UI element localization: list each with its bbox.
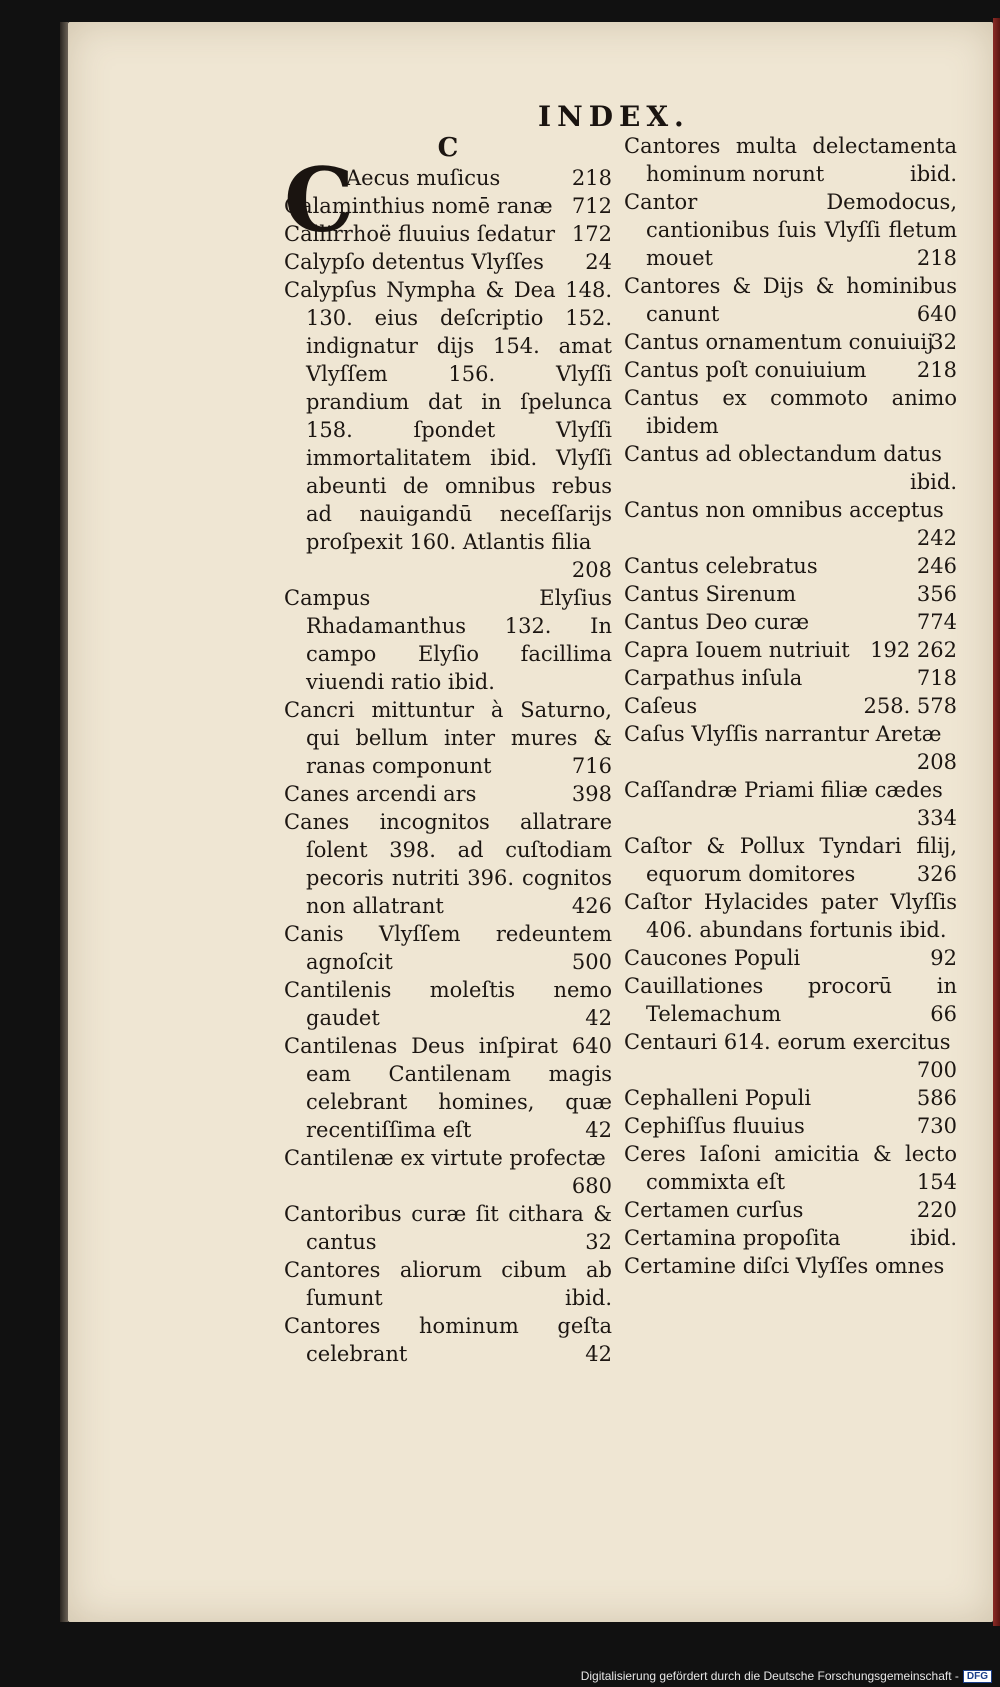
page-reference: 32 [585,1230,612,1254]
entry-text: Capra Iouem nutriuit [624,638,850,662]
index-entry [284,1256,612,1312]
entry-text: Cauillationes procorū in Telemachum [624,974,957,1026]
page-reference: ibid. [910,162,957,186]
entry-text: Certamen curſus [624,1198,804,1222]
entry-text: Caſus Vlyſſis narrantur Aretæ [624,722,942,746]
index-entry [284,920,612,976]
page-reference: 246 [916,554,957,578]
page-reference: 154 [916,1170,957,1194]
index-entry [624,384,957,440]
drop-cap: C [284,148,355,252]
index-entry [284,584,612,696]
index-entry [624,1252,957,1280]
entry-text: Cantus poſt conuiuium [624,358,867,382]
entry-text: Cantus ornamentum conuiuij [624,330,934,354]
entry-text: Callirrhoë fluuius ſedatur [284,222,556,246]
index-entry [624,944,957,972]
entry-text: Canes arcendi ars [284,782,477,806]
page-reference: 774 [916,610,957,634]
book-edge [993,18,1000,1626]
page-reference: 398 [571,782,612,806]
entry-text: Carpathus inſula [624,666,803,690]
index-entry [624,552,957,580]
page-reference: 32 [930,330,957,354]
entry-text: Canes incognitos allatrare ſolent 398. ad cuſtodiam pecoris nutriti 396. cognitos non allatrant [284,810,612,918]
index-entry [624,580,957,608]
page-reference: 716 [571,754,612,778]
dfg-logo: DFG [963,1670,992,1683]
page-reference: 700 [916,1058,957,1082]
index-entry [624,608,957,636]
entry-text: Certamine diſci Vlyſſes omnes [624,1254,945,1278]
page-reference: 66 [930,1002,957,1026]
index-entry [284,696,612,780]
index-entry [624,272,957,328]
index-entry [624,664,957,692]
entry-text: Cantoribus curæ ſit cithara & cantus [284,1202,612,1254]
page-reference: 326 [916,862,957,886]
entry-text: Cantilenæ ex virtute profectæ [284,1146,606,1170]
entry-text: Caſeus [624,694,698,718]
page-reference: 208 [916,750,957,774]
entry-text: Calypſo detentus Vlyſſes [284,250,544,274]
entry-text: Cantores multa delectamenta hominum norunt [624,134,957,186]
entry-text: Cantus Sirenum [624,582,797,606]
entry-text: Calypſus Nympha & Dea 148. 130. eius deſcriptio 152. indignatur dijs 154. amat Vlyſſem 156. Vlyſſi prandium dat in ſpelunca 158. ſpondet Vlyſſi immortalitatem ibid. Vlyſſi abeunti de omnibus rebus ad nauigandū neceſſarijs proſpexit 160. Atlantis filia [284,278,612,554]
page-reference: 92 [930,946,957,970]
entry-text: Cephiſſus fluuius [624,1114,805,1138]
index-entry [624,440,957,496]
entry-text: Aecus muſicus [346,166,501,190]
page-reference: 218 [571,166,612,190]
entry-text: Cantus ex commoto animo ibidem [624,386,957,438]
page-reference: 680 [571,1174,612,1198]
entry-text: Cantores & Dijs & hominibus canunt [624,274,957,326]
entry-text: Cantus non omnibus acceptus [624,498,944,522]
index-entry [284,276,612,584]
entry-text: Cantor Demodocus, cantionibus ſuis Vlyſſi fletum mouet [624,190,957,270]
page-reference: 334 [916,806,957,830]
page-reference: 426 [571,894,612,918]
section-letter: C [437,133,459,163]
entry-text: Caſtor & Pollux Tyndari filij, equorum domitores [624,834,957,886]
index-entry [624,1028,957,1084]
index-entry [624,1084,957,1112]
index-entry [624,636,957,664]
index-entry [284,1312,612,1368]
page-reference: 586 [916,1086,957,1110]
page-reference: ibid. [565,1286,612,1310]
entry-text: Cantus celebratus [624,554,818,578]
index-entry [284,1144,612,1200]
index-entry [624,972,957,1028]
page-reference: 208 [571,558,612,582]
page-reference: ibid. [910,1226,957,1250]
page-reference: 172 [571,222,612,246]
index-entry [624,1140,957,1196]
index-entry [284,976,612,1032]
index-entry [624,1196,957,1224]
page-reference: 258. 578 [863,694,957,718]
entry-text: Cantilenis moleſtis nemo gaudet [284,978,612,1030]
entry-text: Centauri 614. eorum exercitus [624,1030,951,1054]
page-reference: 220 [916,1198,957,1222]
page-reference: 42 [585,1006,612,1030]
index-entry [624,888,957,944]
index-entry [624,328,957,356]
page-reference: 24 [585,250,612,274]
footer-credit [581,1669,992,1683]
index-entry [284,1200,612,1256]
page-reference: 218 [916,358,957,382]
index-entry [284,780,612,808]
page-reference: 218 [916,246,957,270]
right-column [624,132,957,1280]
page-reference: 242 [916,526,957,550]
entry-text: Campus Elyſius Rhadamanthus 132. In campo Elyſio facillima viuendi ratio ibid. [284,586,612,694]
index-entry [624,832,957,888]
entry-text: Cantilenas Deus inſpirat 640 eam Cantilenam magis celebrant homines, quæ recentiſſima eſt [284,1034,612,1142]
entry-text: Ceres Iaſoni amicitia & lecto commixta eſt [624,1142,957,1194]
entry-text: Cantus ad oblectandum datus [624,442,942,466]
index-entry [624,776,957,832]
index-entry [624,188,957,272]
entry-text: Cephalleni Populi [624,1086,812,1110]
index-entry [624,720,957,776]
page-reference: 718 [916,666,957,690]
entry-text: Calaminthius nomē ranæ [284,194,553,218]
entry-text: Cancri mittuntur à Saturno, qui bellum inter mures & ranas componunt [284,698,612,778]
entry-text: Caſſandræ Priami filiæ cædes [624,778,943,802]
page-reference: 500 [571,950,612,974]
page-reference: 712 [571,194,612,218]
index-entry [624,1112,957,1140]
entry-text: Cantus Deo curæ [624,610,810,634]
page-reference: 42 [585,1342,612,1366]
entry-text: Canis Vlyſſem redeuntem agnoſcit [284,922,612,974]
entry-text: Cantores aliorum cibum ab ſumunt [284,1258,612,1310]
footer-credit-text: Digitalisierung gefördert durch die Deutsche Forschungsgemeinschaft - [580,1669,959,1683]
page-header: INDEX. [538,100,690,133]
page-reference: 192 262 [870,638,957,662]
index-entry [624,1224,957,1252]
index-entry [284,1032,612,1144]
entry-text: Caucones Populi [624,946,801,970]
entry-text: Certamina propoſita [624,1226,841,1250]
page-reference: 730 [916,1114,957,1138]
left-column [284,132,612,1368]
page-reference: 640 [916,302,957,326]
entry-text: Cantores hominum geſta celebrant [284,1314,612,1366]
book-gutter [60,22,68,1622]
index-entry [624,132,957,188]
index-entry [284,248,612,276]
page-reference: 356 [916,582,957,606]
entry-text: Caſtor Hylacides pater Vlyſſis 406. abundans fortunis ibid. [624,890,957,942]
page-reference: ibid. [910,470,957,494]
page-reference: 42 [585,1118,612,1142]
index-entry [624,356,957,384]
index-entry [624,692,957,720]
index-entry [284,808,612,920]
index-entry [624,496,957,552]
